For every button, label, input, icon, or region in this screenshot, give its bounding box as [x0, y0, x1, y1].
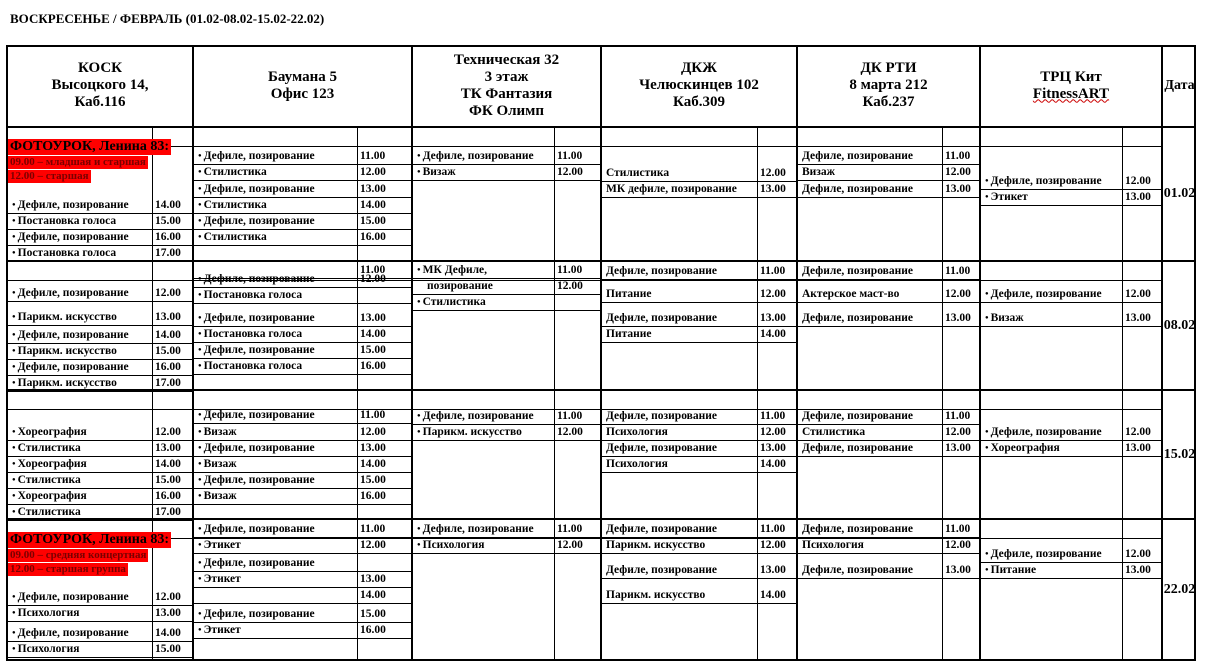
lesson-name: ● Питание	[985, 564, 1121, 577]
grid-line	[981, 326, 1161, 327]
grid-line	[981, 562, 1161, 563]
lesson-time: 13.00	[760, 442, 786, 454]
lesson-name: ● Дефиле, позирование	[198, 523, 356, 536]
grid-line	[194, 571, 411, 572]
lesson-name: ● Дефиле, позирование	[198, 312, 356, 325]
lesson-time: 13.00	[155, 442, 181, 454]
lesson-name: ● Дефиле, позирование	[198, 474, 356, 487]
lesson-name: ● Дефиле, позирование	[417, 410, 553, 423]
grid-line	[602, 146, 796, 147]
lesson-name: Дефиле, позирование	[606, 410, 717, 422]
lesson-name: ● Дефиле, позирование	[198, 273, 356, 286]
grid-line	[602, 603, 796, 604]
grid-line	[981, 146, 1161, 147]
lesson-time: 13.00	[1125, 442, 1151, 454]
lesson-time: 12.00	[760, 288, 786, 300]
grid-line	[8, 261, 192, 262]
lesson-time: 11.00	[945, 265, 971, 277]
lesson-name: ● Психология	[12, 643, 151, 656]
lesson-time: 16.00	[360, 360, 386, 372]
grid-line	[8, 245, 192, 246]
lesson-name: Дефиле, позирование	[606, 265, 717, 277]
lesson-time: 16.00	[155, 231, 181, 243]
lesson-time: 11.00	[360, 409, 386, 421]
lesson-time: 13.00	[360, 573, 386, 585]
lesson-name: ● Дефиле, позирование	[417, 150, 553, 163]
grid-line	[8, 504, 192, 505]
lesson-time: 12.00	[155, 426, 181, 438]
lesson-name: ● Дефиле, позирование	[985, 175, 1121, 188]
grid-line	[798, 280, 979, 281]
lesson-name: ● Дефиле, позирование	[12, 361, 151, 374]
lesson-time: 12.00	[557, 426, 583, 438]
grid-line	[798, 326, 979, 327]
lesson-time: 12.00	[360, 539, 386, 551]
lesson-name: ● Дефиле, позирование	[198, 150, 356, 163]
lesson-time: 16.00	[155, 490, 181, 502]
lesson-name: Дефиле, позирование	[802, 150, 913, 162]
grid-line	[194, 440, 411, 441]
lesson-name: ● Постановка голоса	[12, 215, 151, 228]
lesson-time: 11.00	[945, 410, 971, 422]
lesson-name: ● Дефиле, позирование	[198, 608, 356, 621]
lesson-time: 11.00	[360, 264, 386, 276]
grid-line	[357, 128, 358, 661]
lesson-name: ● Стилистика	[12, 474, 151, 487]
lesson-name: ● Психология	[12, 607, 151, 620]
lesson-name: Питание	[606, 288, 652, 300]
lesson-time: 14.00	[360, 458, 386, 470]
lesson-name: ● Дефиле, позирование	[12, 287, 151, 300]
grid-line	[8, 391, 192, 392]
lesson-name: ● Визаж	[198, 458, 356, 471]
lesson-name: ● Дефиле, позирование	[12, 231, 151, 244]
grid-line	[413, 553, 600, 554]
grid-line	[152, 128, 153, 661]
lesson-name: ● Постановка голоса	[198, 360, 356, 373]
lesson-name: ● Этикет	[198, 539, 356, 552]
lesson-time: 11.00	[557, 150, 583, 162]
lesson-time: 15.00	[360, 215, 386, 227]
grid-line	[798, 553, 979, 554]
grid-line	[981, 205, 1161, 206]
lesson-time: 11.00	[760, 523, 786, 535]
lesson-time: 12.00	[1125, 288, 1151, 300]
lesson-time: 11.00	[945, 523, 971, 535]
lesson-time: 12.00	[760, 167, 786, 179]
lesson-name: ● Этикет	[985, 191, 1121, 204]
header-baumana: Баумана 5 Офис 123	[194, 45, 413, 128]
grid-line	[194, 423, 411, 424]
grid-line	[981, 189, 1161, 190]
grid-line	[194, 213, 411, 214]
lesson-time: 12.00	[155, 287, 181, 299]
grid-line	[8, 213, 192, 214]
grid-line	[413, 424, 600, 425]
lesson-name: ● Дефиле, позирование	[198, 409, 356, 422]
grid-line	[798, 424, 979, 425]
lesson-time: 15.00	[360, 344, 386, 356]
lesson-time: 15.00	[360, 608, 386, 620]
grid-line	[798, 197, 979, 198]
grid-line	[194, 180, 411, 181]
grid-line	[194, 472, 411, 473]
lesson-time: 14.00	[155, 627, 181, 639]
grid-line	[192, 128, 194, 661]
lesson-time: 12.00	[1125, 175, 1151, 187]
grid-line	[8, 488, 192, 489]
lesson-name: Стилистика	[606, 167, 670, 179]
lesson-time: 13.00	[760, 564, 786, 576]
header-kit-fitness: FitnessART	[1032, 85, 1110, 102]
grid-line	[194, 456, 411, 457]
lesson-name: ● Стилистика	[417, 296, 553, 309]
lesson-name: ● Стилистика	[12, 442, 151, 455]
lesson-time: 13.00	[760, 183, 786, 195]
grid-line	[798, 146, 979, 147]
lesson-time: 13.00	[360, 442, 386, 454]
lesson-name: ● Дефиле, позирование	[12, 199, 151, 212]
grid-line	[413, 278, 600, 279]
lesson-time: 12.00	[360, 166, 386, 178]
grid-line	[413, 310, 600, 311]
lesson-name: ● Стилистика	[198, 231, 356, 244]
lesson-time: 17.00	[155, 506, 181, 518]
lesson-time: 16.00	[360, 231, 386, 243]
grid-line	[194, 303, 411, 304]
grid-line	[942, 128, 943, 661]
lesson-time: 12.00	[1125, 426, 1151, 438]
lesson-name: ● Дефиле, позирование	[12, 627, 151, 640]
grid-line	[757, 128, 758, 661]
lesson-name: ● Дефиле, позирование	[198, 183, 356, 196]
lesson-name: МК дефиле, позирование	[606, 183, 737, 195]
lesson-name: ● Парикм. искусство	[12, 311, 151, 324]
grid-line	[8, 325, 192, 326]
lesson-name: ● Парикм. искусство	[12, 345, 151, 358]
lesson-time: 14.00	[155, 458, 181, 470]
lesson-name: Актерское маст-во	[802, 288, 900, 300]
grid-line	[981, 456, 1161, 457]
grid-line	[602, 280, 796, 281]
lesson-time: 16.00	[360, 624, 386, 636]
lesson-name: Дефиле, позирование	[802, 564, 913, 576]
grid-line	[194, 504, 411, 505]
lesson-name: ● Дефиле, позирование	[198, 215, 356, 228]
grid-line	[600, 128, 602, 661]
lesson-time: 13.00	[155, 311, 181, 323]
lesson-time: 13.00	[1125, 191, 1151, 203]
lesson-time: 11.00	[360, 523, 386, 535]
page-title: ВОСКРЕСЕНЬЕ / ФЕВРАЛЬ (01.02-08.02-15.02-22.02)	[10, 11, 325, 26]
lesson-time: 12.00	[360, 273, 386, 285]
lesson-time: 12.00	[557, 280, 583, 292]
grid-line	[981, 578, 1161, 579]
grid-line	[194, 638, 411, 639]
grid-line	[194, 374, 411, 375]
lesson-name: ● Хореография	[12, 426, 151, 439]
lesson-time: 14.00	[360, 199, 386, 211]
lesson-time: 13.00	[945, 312, 971, 324]
lesson-time: 15.00	[155, 215, 181, 227]
lesson-name: Дефиле, позирование	[802, 442, 913, 454]
lesson-time: 17.00	[155, 247, 181, 259]
lesson-name: ● Психология	[417, 539, 553, 552]
grid-line	[413, 146, 600, 147]
header-date: Дата	[1163, 45, 1196, 128]
header-kit-name: ТРЦ Кит	[1040, 68, 1102, 85]
grid-line	[8, 456, 192, 457]
photo-lesson-line: 09.00 – младшая и старшая	[10, 156, 146, 168]
lesson-name: ● Постановка голоса	[198, 328, 356, 341]
lesson-name: ● Стилистика	[198, 199, 356, 212]
grid-line	[194, 326, 411, 327]
header-tekhnicheskaya: Техническая 32 3 этаж ТК Фантазия ФК Олимп	[413, 45, 602, 128]
grid-line	[8, 472, 192, 473]
grid-line	[413, 180, 600, 181]
grid-line	[8, 641, 192, 642]
lesson-name: ● Парикм. искусство	[12, 377, 151, 390]
lesson-name: ● Дефиле, позирование	[985, 288, 1121, 301]
grid-line	[194, 229, 411, 230]
lesson-name: ● Визаж	[417, 166, 553, 179]
header-dkzh: ДКЖ Челюскинцев 102 Каб.309	[602, 45, 798, 128]
lesson-name: ● Хореография	[985, 442, 1121, 455]
lesson-name: ● Дефиле, позирование	[417, 523, 553, 536]
lesson-name: ● Постановка голоса	[198, 289, 356, 302]
grid-line	[194, 622, 411, 623]
lesson-name: Парикм. искусство	[606, 589, 706, 601]
lesson-time: 11.00	[557, 523, 583, 535]
lesson-time: 12.00	[557, 166, 583, 178]
grid-line	[979, 128, 981, 661]
date-cell: 01.02	[1163, 128, 1196, 262]
lesson-time: 17.00	[155, 377, 181, 389]
lesson-time: 12.00	[155, 591, 181, 603]
lesson-name: Парикм. искусство	[606, 539, 706, 551]
grid-line	[8, 375, 192, 376]
lesson-time: 11.00	[945, 150, 971, 162]
lesson-name: Дефиле, позирование	[606, 312, 717, 324]
lesson-time: 12.00	[360, 426, 386, 438]
lesson-name: Дефиле, позирование	[606, 564, 717, 576]
lesson-time: 11.00	[760, 265, 786, 277]
photo-lesson-line: 12.00 – старшая группа	[10, 563, 126, 575]
lesson-name: позирование	[427, 280, 493, 292]
grid-line	[981, 538, 1161, 539]
lesson-time: 13.00	[1125, 312, 1151, 324]
lesson-name: ● Этикет	[198, 573, 356, 586]
lesson-name: Дефиле, позирование	[606, 523, 717, 535]
date-cell: 08.02	[1163, 262, 1196, 391]
grid-line	[413, 294, 600, 295]
date-cell: 22.02	[1163, 520, 1196, 661]
lesson-time: 11.00	[557, 410, 583, 422]
lesson-time: 13.00	[155, 607, 181, 619]
lesson-name: ● Хореография	[12, 490, 151, 503]
grid-line	[413, 440, 600, 441]
lesson-name: ● Визаж	[985, 312, 1121, 325]
lesson-name: ● Этикет	[198, 624, 356, 637]
lesson-name: ● Визаж	[198, 490, 356, 503]
grid-line	[554, 128, 555, 661]
lesson-time: 13.00	[945, 442, 971, 454]
lesson-name: ● Дефиле, позирование	[985, 548, 1121, 561]
grid-line	[194, 358, 411, 359]
grid-line	[602, 578, 796, 579]
lesson-time: 15.00	[155, 474, 181, 486]
grid-line	[194, 245, 411, 246]
lesson-time: 14.00	[760, 458, 786, 470]
lesson-time: 12.00	[945, 539, 971, 551]
grid-line	[194, 603, 411, 604]
grid-line	[798, 302, 979, 303]
lesson-name: Дефиле, позирование	[802, 265, 913, 277]
grid-line	[8, 657, 192, 658]
lesson-name: Визаж	[802, 166, 836, 178]
grid-line	[602, 302, 796, 303]
lesson-name: ● Визаж	[198, 426, 356, 439]
grid-line	[798, 578, 979, 579]
grid-line	[602, 197, 796, 198]
lesson-time: 14.00	[760, 589, 786, 601]
date-cell: 15.02	[1163, 391, 1196, 520]
lesson-time: 11.00	[760, 410, 786, 422]
lesson-time: 12.00	[557, 539, 583, 551]
grid-line	[981, 302, 1161, 303]
lesson-time: 11.00	[360, 150, 386, 162]
grid-line	[8, 440, 192, 441]
lesson-name: Психология	[802, 539, 864, 551]
lesson-name: Дефиле, позирование	[606, 442, 717, 454]
lesson-time: 16.00	[155, 361, 181, 373]
grid-line	[194, 587, 411, 588]
lesson-name: ● Хореография	[12, 458, 151, 471]
grid-line	[8, 520, 192, 521]
grid-line	[8, 280, 192, 281]
lesson-time: 12.00	[760, 539, 786, 551]
lesson-time: 14.00	[760, 328, 786, 340]
lesson-time: 13.00	[360, 183, 386, 195]
lesson-time: 13.00	[360, 312, 386, 324]
grid-line	[798, 456, 979, 457]
lesson-name: Дефиле, позирование	[802, 312, 913, 324]
grid-line	[8, 343, 192, 344]
grid-line	[981, 440, 1161, 441]
lesson-name: ● Дефиле, позирование	[198, 557, 356, 570]
grid-line	[796, 128, 798, 661]
lesson-name: Питание	[606, 328, 652, 340]
lesson-time: 14.00	[360, 328, 386, 340]
lesson-time: 13.00	[945, 564, 971, 576]
grid-line	[194, 553, 411, 554]
grid-line	[8, 301, 192, 302]
lesson-name: Психология	[606, 426, 668, 438]
lesson-name: Дефиле, позирование	[802, 523, 913, 535]
lesson-time: 14.00	[360, 589, 386, 601]
lesson-name: Стилистика	[802, 426, 866, 438]
grid-line	[602, 424, 796, 425]
lesson-name: ● Дефиле, позирование	[985, 426, 1121, 439]
grid-line	[602, 326, 796, 327]
header-dkrti: ДК РТИ 8 марта 212 Каб.237	[798, 45, 981, 128]
grid-line	[602, 342, 796, 343]
photo-lesson-title: ФОТОУРОК, Ленина 83:	[10, 532, 170, 547]
grid-line	[602, 440, 796, 441]
grid-line	[8, 359, 192, 360]
lesson-name: ● Постановка голоса	[12, 247, 151, 260]
lesson-time: 13.00	[760, 312, 786, 324]
grid-line	[413, 164, 600, 165]
grid-line	[194, 164, 411, 165]
grid-line	[1122, 128, 1123, 661]
lesson-name: ● Дефиле, позирование	[12, 329, 151, 342]
grid-line	[798, 164, 979, 165]
grid-line	[602, 456, 796, 457]
grid-line	[194, 287, 411, 288]
grid-line	[8, 659, 1196, 661]
lesson-time: 15.00	[155, 345, 181, 357]
grid-line	[8, 605, 192, 606]
lesson-name: Психология	[606, 458, 668, 470]
lesson-time: 12.00	[945, 426, 971, 438]
header-trc-kit	[981, 45, 1163, 128]
lesson-name: Дефиле, позирование	[802, 410, 913, 422]
header-kosk: КОСК Высоцкого 14, Каб.116	[8, 45, 194, 128]
lesson-time: 16.00	[360, 490, 386, 502]
lesson-time: 12.00	[945, 288, 971, 300]
photo-lesson-title: ФОТОУРОК, Ленина 83:	[10, 139, 170, 154]
lesson-name: ● Стилистика	[198, 166, 356, 179]
lesson-name: ● Стилистика	[12, 506, 151, 519]
lesson-time: 12.00	[760, 426, 786, 438]
grid-line	[981, 280, 1161, 281]
photo-lesson-line: 12.00 – старшая	[10, 170, 89, 182]
grid-line	[981, 409, 1161, 410]
lesson-name: Дефиле, позирование	[802, 183, 913, 195]
grid-line	[8, 229, 192, 230]
lesson-time: 15.00	[155, 643, 181, 655]
lesson-time: 12.00	[1125, 548, 1151, 560]
grid-line	[194, 146, 411, 147]
photo-lesson-line: 09.00 – средняя концертная	[10, 549, 147, 561]
lesson-name: ● МК Дефиле,	[417, 264, 553, 277]
lesson-time: 14.00	[155, 199, 181, 211]
lesson-time: 11.00	[557, 264, 583, 276]
grid-line	[602, 553, 796, 554]
grid-line	[194, 197, 411, 198]
lesson-time: 15.00	[360, 474, 386, 486]
grid-line	[798, 180, 979, 181]
lesson-name: ● Дефиле, позирование	[12, 591, 151, 604]
grid-line	[8, 621, 192, 622]
grid-line	[602, 472, 796, 473]
lesson-name: ● Дефиле, позирование	[198, 442, 356, 455]
grid-line	[602, 181, 796, 182]
lesson-time: 12.00	[945, 166, 971, 178]
lesson-name: ● Дефиле, позирование	[198, 344, 356, 357]
lesson-name: ● Парикм. искусство	[417, 426, 553, 439]
grid-line	[411, 128, 413, 661]
lesson-time: 13.00	[945, 183, 971, 195]
grid-line	[194, 342, 411, 343]
lesson-time: 14.00	[155, 329, 181, 341]
grid-line	[798, 440, 979, 441]
grid-line	[194, 488, 411, 489]
grid-line	[8, 409, 192, 410]
lesson-time: 13.00	[1125, 564, 1151, 576]
